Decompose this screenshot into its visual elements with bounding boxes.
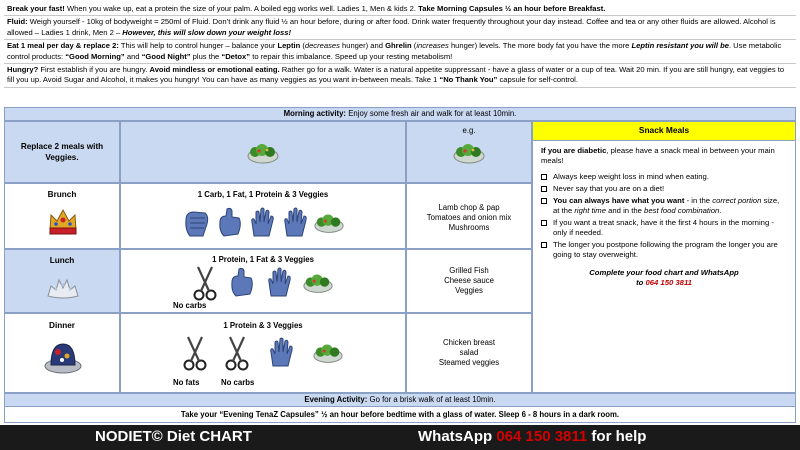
crown-icon bbox=[47, 206, 79, 236]
tip-text: . bbox=[719, 206, 722, 215]
increases-word: increases bbox=[416, 41, 449, 51]
snack-cta-text: Complete your food chart and WhatsApp bbox=[589, 268, 739, 277]
lunch-example-cell bbox=[406, 249, 532, 313]
hat-icon bbox=[43, 338, 83, 378]
tip-italic: correct portion bbox=[712, 196, 762, 205]
tip-text: - in the bbox=[684, 196, 713, 205]
text-span: ( bbox=[411, 41, 417, 51]
dinner-label: Dinner bbox=[49, 321, 75, 330]
banner-whatsapp bbox=[418, 428, 646, 445]
diabetic-note bbox=[541, 146, 787, 166]
header-salad-icon-wrap bbox=[121, 142, 405, 164]
text-span: Rather go for a walk. Water is a natural appetite suppressant - have a glass of water or a cup of tea. Wait 20 min. If you are still hungry, eat veggies to fill you up. Avoid Sugar and Alcohol, it makes you hungry! You can have as many veggies as you want in-between meals. Take 1 bbox=[7, 65, 785, 85]
good-morning-product: “Good Morning” bbox=[65, 51, 125, 61]
evening-activity-text: Go for a brisk walk of at least 10min. bbox=[367, 395, 496, 404]
text-span: ( bbox=[300, 41, 305, 51]
eat-one-meal-lead: Eat 1 meal per day & replace 2: bbox=[7, 41, 119, 51]
break-fast-lead: Break your fast! bbox=[7, 4, 65, 13]
example-line: Mushrooms bbox=[448, 223, 490, 232]
morning-activity-text: Enjoy some fresh air and walk for at least 10min. bbox=[346, 109, 517, 118]
dinner-portion-icons bbox=[121, 334, 405, 372]
intro-section bbox=[4, 3, 796, 88]
good-night-product: “Good Night” bbox=[141, 51, 191, 61]
snack-tips-list bbox=[541, 172, 787, 260]
example-line: Cheese sauce bbox=[444, 276, 494, 285]
list-item bbox=[541, 172, 787, 182]
fluid-paragraph bbox=[4, 16, 796, 40]
avoid-mindless-phrase: Avoid mindless or emotional eating. bbox=[149, 65, 280, 75]
tip-text: and in the bbox=[606, 206, 645, 215]
hungry-paragraph bbox=[4, 64, 796, 88]
diabetic-text: , please have a snack meal in between your main meals! bbox=[541, 146, 775, 165]
whatsapp-tail: for help bbox=[587, 428, 647, 445]
salad-bowl-icon bbox=[302, 272, 334, 294]
banner-title: NODIET© Diet CHART bbox=[95, 428, 252, 445]
fluid-lead: Fluid: bbox=[7, 17, 28, 27]
text-span: First establish if you are hungry. bbox=[38, 65, 150, 75]
checkbox-icon bbox=[541, 198, 547, 204]
break-fast-capsules: Take Morning Capsules ½ an hour before Breakfast. bbox=[418, 4, 606, 13]
example-line: Tomatoes and onion mix bbox=[426, 213, 512, 222]
header-example-salad-wrap bbox=[407, 142, 531, 164]
tip-italic: best food combination bbox=[644, 206, 720, 215]
checkbox-icon bbox=[541, 174, 547, 180]
fluid-text: Weigh yourself - 10kg of bodyweight = 250ml of Fluid. Don’t drink any fluid ½ an hour before, during or after food. Drink water frequently throughout your day instead. Coffee and tea or any other fluids are allowed. Alcohol is allowed – Ladies 1 drink, Men 2 – bbox=[7, 17, 776, 37]
example-line: Chicken breast bbox=[442, 338, 495, 347]
snack-cta-number: 064 150 3811 bbox=[645, 278, 692, 287]
lunch-no-carbs: No carbs bbox=[173, 301, 207, 310]
palm-icon bbox=[266, 336, 296, 370]
snack-cta bbox=[541, 268, 787, 288]
salad-bowl-icon bbox=[313, 212, 345, 234]
table-header-replace bbox=[4, 121, 120, 183]
brunch-label: Brunch bbox=[47, 190, 77, 199]
evening-capsules-line bbox=[4, 407, 796, 423]
tiara-icon bbox=[45, 276, 81, 300]
whatsapp-number[interactable]: 064 150 3811 bbox=[496, 428, 588, 445]
diabetic-lead: If you are diabetic bbox=[541, 146, 607, 155]
tip-text: Never say that you are on a diet! bbox=[553, 184, 665, 193]
evening-capsules-text: Take your “Evening TenaZ Capsules” ½ an hour before bedtime with a glass of water. Sleep 6 - 8 hours in a dark room. bbox=[180, 410, 620, 419]
text-span: to repair this imbalance. Speed up your resting metabolism! bbox=[250, 51, 453, 61]
fluid-warning: However, this will slow down your weight loss! bbox=[122, 27, 292, 37]
text-span: and bbox=[124, 51, 142, 61]
list-item bbox=[541, 218, 787, 238]
lunch-label: Lunch bbox=[49, 256, 75, 265]
brunch-example bbox=[407, 203, 531, 233]
table-header-example bbox=[406, 121, 532, 183]
text-span: plus the bbox=[190, 51, 222, 61]
snack-cta-to: to bbox=[636, 278, 646, 287]
brunch-label-cell bbox=[4, 183, 120, 249]
dinner-no-fats: No fats bbox=[173, 378, 200, 387]
no-thank-you-product: “No Thank You” bbox=[439, 75, 498, 85]
dinner-no-carbs: No carbs bbox=[221, 378, 255, 387]
example-line: Lamb chop & pap bbox=[438, 203, 500, 212]
scissors-icon bbox=[182, 334, 208, 372]
salad-bowl-icon bbox=[452, 142, 486, 164]
brunch-portion-icons bbox=[121, 206, 405, 240]
brunch-plan-cell bbox=[120, 183, 406, 249]
salad-bowl-icon bbox=[312, 342, 344, 364]
tip-text: Always keep weight loss in mind when eating. bbox=[553, 172, 709, 181]
decreases-word: decreases bbox=[304, 41, 340, 51]
lunch-plan-cell bbox=[120, 249, 406, 313]
scissors-icon bbox=[192, 264, 218, 302]
text-span: hunger) levels. The more body fat you have the more bbox=[448, 41, 632, 51]
dinner-plan-cell bbox=[120, 313, 406, 393]
list-item bbox=[541, 240, 787, 260]
dinner-example bbox=[407, 338, 531, 368]
morning-activity-label: Morning activity: bbox=[283, 109, 347, 118]
checkbox-icon bbox=[541, 220, 547, 226]
example-line: Grilled Fish bbox=[449, 266, 489, 275]
snack-meals-title: Snack Meals bbox=[533, 122, 795, 141]
leptin-resistant-phrase: Leptin resistant you will be bbox=[631, 41, 729, 51]
hungry-lead: Hungry? bbox=[7, 65, 39, 75]
brunch-plan: 1 Carb, 1 Fat, 1 Protein & 3 Veggies bbox=[197, 190, 329, 199]
thumb-icon bbox=[226, 266, 256, 300]
break-fast-text: When you wake up, eat a protein the size of your palm. A boiled egg works well. Ladies 1, Men & kids 2. bbox=[64, 4, 419, 13]
salad-bowl-icon bbox=[246, 142, 280, 164]
ghrelin-word: Ghrelin bbox=[385, 41, 412, 51]
text-span: . Use metabolic control products: bbox=[7, 41, 782, 61]
whatsapp-label: WhatsApp bbox=[418, 428, 497, 445]
fist-icon bbox=[181, 206, 211, 240]
eg-label: e.g. bbox=[462, 126, 476, 135]
evening-activity-bar bbox=[4, 393, 796, 407]
text-span: hunger) and bbox=[339, 41, 386, 51]
list-item bbox=[541, 196, 787, 216]
example-line: Steamed veggies bbox=[438, 358, 500, 367]
checkbox-icon bbox=[541, 186, 547, 192]
scissors-icon bbox=[224, 334, 250, 372]
replace-meals-label: Replace 2 meals with Veggies. bbox=[20, 142, 104, 162]
example-line: salad bbox=[459, 348, 479, 357]
table-header-plan bbox=[120, 121, 406, 183]
detox-product: “Detox” bbox=[221, 51, 251, 61]
tip-text: size, at the bbox=[553, 196, 780, 215]
lunch-plan: 1 Protein, 1 Fat & 3 Veggies bbox=[212, 255, 314, 264]
leptin-word: Leptin bbox=[277, 41, 301, 51]
snack-body bbox=[533, 141, 795, 288]
lunch-label-cell bbox=[4, 249, 120, 313]
checkbox-icon bbox=[541, 242, 547, 248]
dinner-plan: 1 Protein & 3 Veggies bbox=[223, 321, 303, 330]
evening-activity-label: Evening Activity: bbox=[304, 395, 368, 404]
lunch-example bbox=[407, 266, 531, 296]
text-span: This will help to control hunger – balance your bbox=[118, 41, 278, 51]
lunch-portion-icons bbox=[121, 264, 405, 302]
palm-icon bbox=[247, 206, 277, 240]
tip-text: If you want a treat snack, have it the first 4 hours in the morning - only if needed. bbox=[553, 218, 774, 237]
palm-icon bbox=[280, 206, 310, 240]
snack-meals-panel bbox=[532, 121, 796, 393]
list-item bbox=[541, 184, 787, 194]
bottom-banner bbox=[0, 425, 800, 450]
morning-activity-bar bbox=[4, 107, 796, 121]
brunch-example-cell bbox=[406, 183, 532, 249]
dinner-example-cell bbox=[406, 313, 532, 393]
tip-bold: You can always have what you want bbox=[553, 196, 685, 205]
meal-table bbox=[4, 121, 796, 393]
text-span: capsule for self-control. bbox=[497, 75, 578, 85]
dinner-label-cell bbox=[4, 313, 120, 393]
palm-icon bbox=[264, 266, 294, 300]
example-line: Veggies bbox=[455, 286, 483, 295]
tip-text: The longer you postpone following the program the longer you are going to stay overweight. bbox=[553, 240, 778, 259]
break-fast-paragraph bbox=[4, 3, 796, 16]
tip-italic: right time bbox=[574, 206, 606, 215]
thumb-icon bbox=[214, 206, 244, 240]
eat-one-meal-paragraph bbox=[4, 40, 796, 64]
